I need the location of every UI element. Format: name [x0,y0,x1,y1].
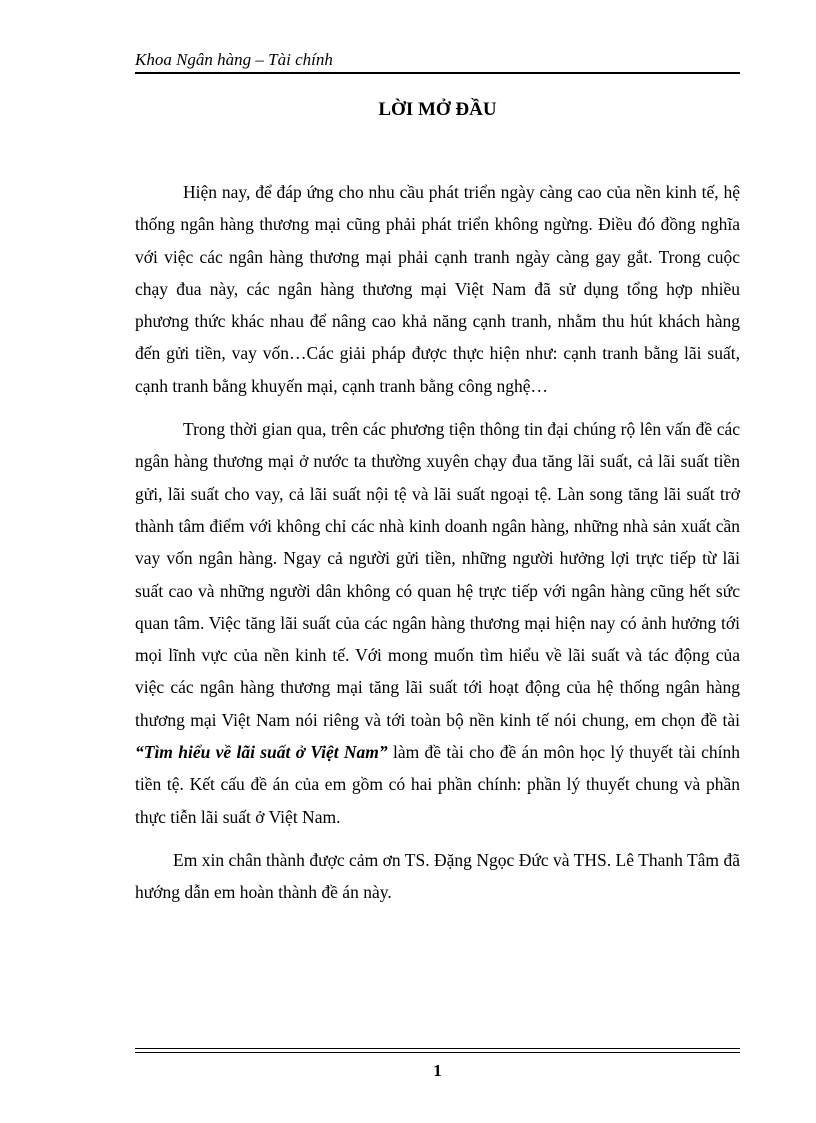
page-header: Khoa Ngân hàng – Tài chính [135,50,333,69]
body-text [135,176,740,920]
paragraph-topic-text-start: Trong thời gian qua, trên các phương tiện thông tin đại chúng rộ lên vấn đề các ngân hàng thương mại ở nước ta thường xuyên chạy đua tăng lãi suất, cả lãi suất tiền gửi, lãi suất cho vay, cả lãi suất nội tệ và lãi suất ngoại tệ. Làn song tăng lãi suất trở thành tâm điểm với không chỉ các nhà kinh doanh ngân hàng, những nhà sản xuất cần vay vốn ngân hàng. Ngay cả người gửi tiền, những người hưởng lợi trực tiếp từ lãi suất cao và những người dân không có quan hệ trực tiếp với ngân hàng cũng hết sức quan tâm. Việc tăng lãi suất của các ngân hàng thương mại hiện nay có ảnh hưởng tới mọi lĩnh vực của nền kinh tế. Với mong muốn tìm hiểu về lãi suất và tác động của việc các ngân hàng thương mại tăng lãi suất tới hoạt động của hệ thống ngân hàng thương mại Việt Nam nói riêng và tới toàn bộ nền kinh tế nói chung, em chọn đề tài [135,419,740,730]
paragraph-topic [135,413,740,833]
header-divider [135,72,740,74]
paragraph-acknowledgement: Em xin chân thành được cảm ơn TS. Đặng Ngọc Đức và THS. Lê Thanh Tâm đã hướng dẫn em hoàn thành đề án này. [135,849,740,903]
page-number: 1 [433,1061,442,1080]
page-title: LỜI MỞ ĐẦU [378,99,497,120]
paragraph-topic-text-end: làm đề tài cho đề án môn học lý thuyết tài chính tiền tệ. Kết cấu đề án của em gồm có hai phần chính: phần lý thuyết chung và phần thực tiễn lãi suất ở Việt Nam. [135,742,741,827]
topic-title-emphasis: “Tìm hiểu về lãi suất ở Việt Nam” [135,742,388,763]
paragraph-intro: Hiện nay, để đáp ứng cho nhu cầu phát triển ngày càng cao của nền kinh tế, hệ thống ngân hàng thương mại cũng phải phát triển không ngừng. Điều đó đồng nghĩa với việc các ngân hàng thương mại phải cạnh tranh ngày càng gay gắt. Trong cuộc chạy đua này, các ngân hàng thương mại Việt Nam đã sử dụng tổng hợp nhiều phương thức khác nhau để nâng cao khả năng cạnh tranh, nhằm thu hút khách hàng đến gửi tiền, vay vốn…Các giải pháp được thực hiện như: cạnh tranh bằng lãi suất, cạnh tranh bằng khuyến mại, cạnh tranh bằng công nghệ… [135,182,740,396]
footer-divider [135,1048,740,1053]
